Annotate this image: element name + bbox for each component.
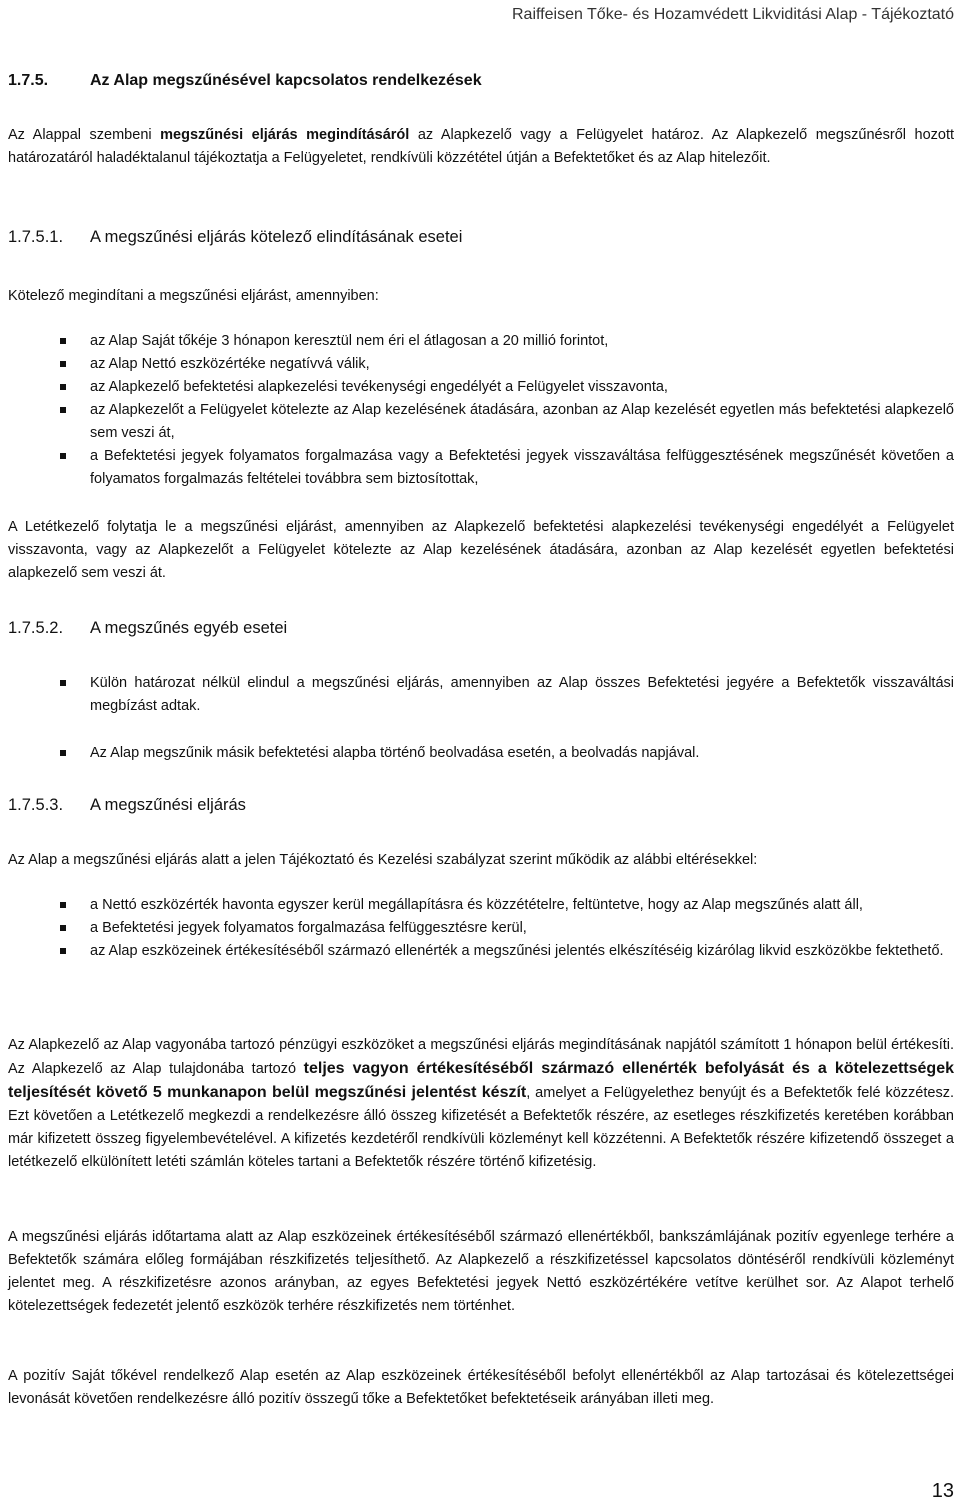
list-item bbox=[8, 330, 954, 353]
list-item bbox=[8, 399, 954, 445]
list-item-text: az Alapkezelő befektetési alapkezelési tevékenységi engedélyét a Felügyelet visszavonta, bbox=[90, 379, 668, 395]
list-item-text: az Alapkezelőt a Felügyelet kötelezte az Alap kezelésének átadására, azonban az Alap kezelését egyetlen más befektetési alapkezelő sem veszi át, bbox=[90, 402, 954, 441]
list-item bbox=[8, 894, 954, 917]
list-item-text: az Alap Nettó eszközértéke negatívvá válik, bbox=[90, 356, 370, 372]
list-item bbox=[8, 672, 954, 718]
list-item bbox=[8, 940, 954, 963]
subsection-1-number: 1.7.5.1. bbox=[8, 228, 64, 246]
subsection-2-list-2 bbox=[8, 742, 954, 765]
list-item-text: Az Alap megszűnik másik befektetési alapba történő beolvadása esetén, a beolvadás napjával. bbox=[90, 745, 700, 761]
subsection-1-list bbox=[8, 330, 954, 491]
subsection-1-lead: Kötelező megindítani a megszűnési eljárást, amennyiben: bbox=[8, 288, 379, 304]
section-number: 1.7.5. bbox=[8, 72, 49, 89]
paragraph-text-2: , amelyet a Felügyelethez benyújt és a Befektetők felé közzétesz. Ezt követően a Letétkezelő megkezdi a rendelkezésre álló összeg kifizetését a Befektetők részére, az esetleges részkifizetés keretében korábban már kifizetett összeg figyelembevételével. A kifizetés kezdetéről rendkívüli közleményt kell közzétenni. A Befektetők részére kifizetendő összeget a letétkezelő elkülönített letéti számlán köteles tartani a Befektetők részére történő kifizetésig. bbox=[8, 1085, 954, 1170]
bullet-icon bbox=[60, 680, 66, 686]
subsection-3-number: 1.7.5.3. bbox=[8, 796, 64, 814]
intro-text-1: Az Alappal szembeni bbox=[8, 127, 161, 143]
subsection-3-paragraph-3: A pozitív Saját tőkével rendelkező Alap esetén az Alap eszközeinek értékesítéséből befolyt ellenértékből az Alap tartozásai és kötelezettségei levonását követően rendelkezésre álló pozitív összegű tőke a Befektetőket befektetéseik arányában illeti meg. bbox=[8, 1368, 954, 1407]
list-item bbox=[8, 353, 954, 376]
subsection-3-paragraph-2: A megszűnési eljárás időtartama alatt az Alap eszközeinek értékesítéséből származó ellenértékből, bankszámlájának pozitív egyenlege terhére a Befektetők számára előleg formájában részkifizetés teljesíthető. Az Alapkezelő a részkifizetéssel kapcsolatos döntéséről rendkívüli közleményt jelentet meg. A részkifizetésre azonos arányban, az egyes Befektetési jegyek Nettó eszközértékére vetítve kerülhet sor. Az Alapot terhelő kötelezettségek fedezetét jelentő eszközök terhére részkifizetés nem történhet. bbox=[8, 1229, 954, 1314]
subsection-3-heading bbox=[8, 796, 246, 815]
subsection-3-list bbox=[8, 894, 954, 963]
list-item bbox=[8, 445, 954, 491]
paragraph-text-1: Az Alapkezelő az Alap vagyonába tartozó pénzügyi eszközöket a megszűnési eljárás megindításának napjától számított 1 hónapon belül értékesíti. Az Alapkezelő az Alap tulajdonába tartozó bbox=[8, 1037, 954, 1077]
list-item-text: a Nettó eszközérték havonta egyszer kerül megállapításra és közzétételre, feltüntetve, hogy az Alap megszűnés alatt áll, bbox=[90, 897, 863, 913]
bullet-icon bbox=[60, 902, 66, 908]
paragraph-bold-text: teljes vagyon értékesítéséből származó ellenérték befolyását és a kötelezettségek teljesítését követő 5 munkanapon belül megszűnési jelentést készít bbox=[8, 1060, 955, 1101]
subsection-3-title: A megszűnési eljárás bbox=[90, 796, 246, 814]
page-number: 13 bbox=[931, 1480, 954, 1502]
list-item-text: az Alap eszközeinek értékesítéséből származó ellenérték a megszűnési jelentés elkészítéséig kizárólag likvid eszközökbe fektethető. bbox=[90, 943, 944, 959]
document-header: Raiffeisen Tőke- és Hozamvédett Likviditási Alap - Tájékoztató bbox=[512, 6, 954, 23]
subsection-1-after-paragraph: A Letétkezelő folytatja le a megszűnési eljárást, amennyiben az Alapkezelő befektetési alapkezelési tevékenységi engedélyét a Felügyelet visszavonta, vagy az Alapkezelőt a Felügyelet kötelezte az Alap kezelésének átadására, azonban az Alap kezelését egyetlen befektetési alapkezelő sem veszi át. bbox=[8, 519, 954, 581]
subsection-3-lead: Az Alap a megszűnési eljárás alatt a jelen Tájékoztató és Kezelési szabályzat szerint működik az alábbi eltérésekkel: bbox=[8, 852, 758, 868]
bullet-icon bbox=[60, 384, 66, 390]
bullet-icon bbox=[60, 361, 66, 367]
list-item-text: Külön határozat nélkül elindul a megszűnési eljárás, amennyiben az Alap összes Befektetési jegyére a Befektetők visszaváltási megbízást adtak. bbox=[90, 675, 954, 714]
bullet-icon bbox=[60, 750, 66, 756]
intro-paragraph bbox=[8, 124, 954, 170]
list-item-text: a Befektetési jegyek folyamatos forgalmazása felfüggesztésre kerül, bbox=[90, 920, 527, 936]
subsection-2-heading bbox=[8, 619, 287, 638]
list-item bbox=[8, 376, 954, 399]
subsection-2-title: A megszűnés egyéb esetei bbox=[90, 619, 288, 637]
subsection-2-list bbox=[8, 672, 954, 718]
section-heading bbox=[8, 72, 482, 90]
bullet-icon bbox=[60, 338, 66, 344]
subsection-1-heading bbox=[8, 228, 462, 247]
intro-bold-text: megszűnési eljárás megindításáról bbox=[160, 127, 410, 143]
intro-text-2: az Alapkezelő vagy a Felügyelet határoz. Az Alapkezelő megszűnésről hozott határozatáról haladéktalanul tájékoztatja a Felügyeletet, rendkívüli közzététel útján a Befektetőket és az Alap hitelezőit. bbox=[8, 127, 955, 166]
section-title: Az Alap megszűnésével kapcsolatos rendelkezések bbox=[90, 72, 482, 89]
subsection-2-number: 1.7.5.2. bbox=[8, 619, 64, 637]
list-item-text: a Befektetési jegyek folyamatos forgalmazása vagy a Befektetési jegyek visszaváltása felfüggesztésének megszűnését követően a folyamatos forgalmazás feltételei továbbra sem biztosítottak, bbox=[90, 448, 954, 487]
bullet-icon bbox=[60, 453, 66, 459]
subsection-1-title: A megszűnési eljárás kötelező elindításának esetei bbox=[90, 228, 463, 246]
list-item bbox=[8, 917, 954, 940]
bullet-icon bbox=[60, 925, 66, 931]
subsection-3-paragraph-1 bbox=[8, 1034, 954, 1174]
bullet-icon bbox=[60, 407, 66, 413]
bullet-icon bbox=[60, 948, 66, 954]
list-item bbox=[8, 742, 954, 765]
list-item-text: az Alap Saját tőkéje 3 hónapon keresztül nem éri el átlagosan a 20 millió forintot, bbox=[90, 333, 609, 349]
